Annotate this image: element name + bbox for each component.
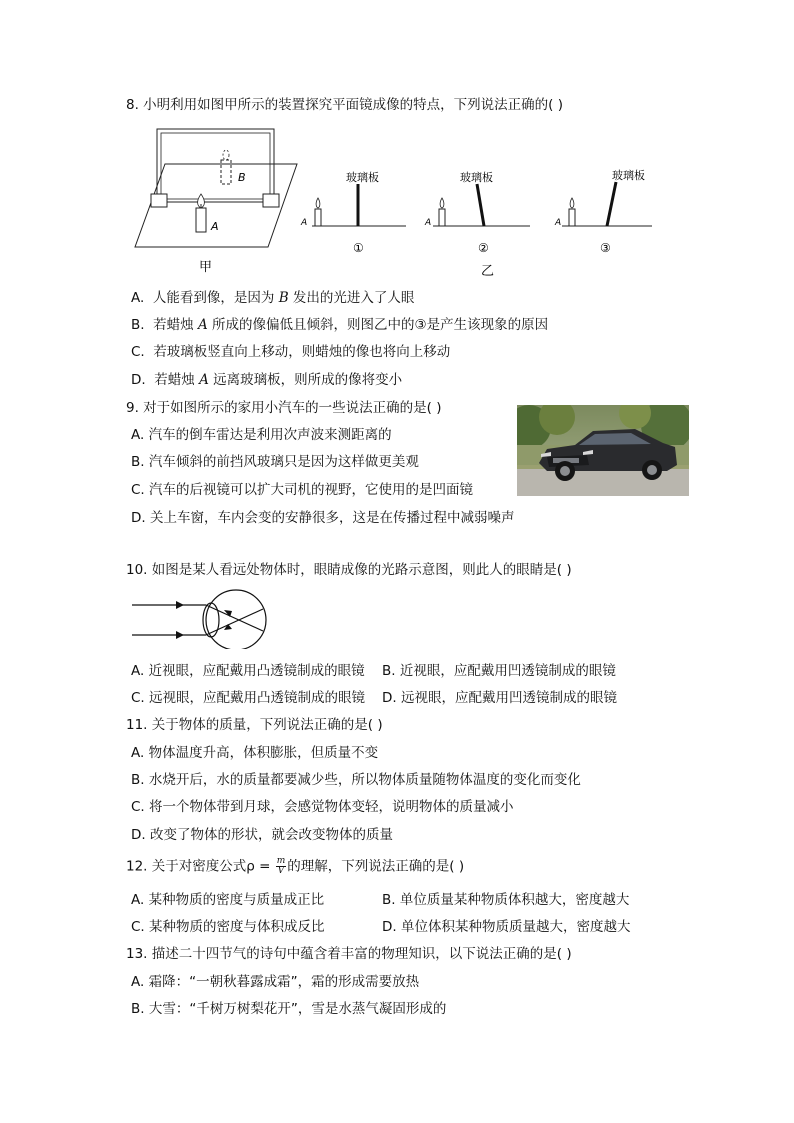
candle-a-label: A: [211, 220, 219, 233]
q11-option-b: B. 水烧开后，水的质量都要减少些，所以物体质量随物体温度的变化而变化: [131, 772, 581, 788]
panel1-glass-label: 玻璃板: [346, 171, 379, 184]
q12-option-c: C. 某种物质的密度与体积成反比: [131, 919, 325, 935]
q9-option-d: D. 关上车窗，车内会变的安静很多，这是在传播过程中减弱噪声: [131, 510, 515, 526]
q9-stem: 9. 对于如图所示的家用小汽车的一些说法正确的是( ): [126, 400, 442, 416]
q11-option-c: C. 将一个物体带到月球，会感觉物体变轻，说明物体的质量减小: [131, 799, 514, 815]
q13-option-b: B. 大雪：“千树万树梨花开”，雪是水蒸气凝固形成的: [131, 1001, 447, 1017]
q8-option-a: A. 人能看到像，是因为 B 发出的光进入了人眼: [131, 290, 415, 306]
q8-option-d: D. 若蜡烛 A 远离玻璃板，则所成的像将变小: [131, 372, 403, 388]
panel2-candle-label: A: [425, 218, 432, 228]
q10-stem: 10. 如图是某人看远处物体时，眼睛成像的光路示意图，则此人的眼睛是( ): [126, 562, 572, 578]
q10-eye-diagram: [128, 587, 273, 649]
panel2-number: ②: [478, 241, 489, 255]
q10-option-d: D. 远视眼，应配戴用凹透镜制成的眼镜: [382, 690, 617, 706]
panel3-number: ③: [600, 241, 611, 255]
q12-stem: 12. 关于对密度公式ρ = $\frac{m}{V}$ 的理解，下列说法正确的是( ): [126, 856, 465, 876]
panel2-glass-label: 玻璃板: [460, 171, 493, 184]
q11-option-a: A. 物体温度升高，体积膨胀，但质量不变: [131, 745, 379, 761]
q9-option-c: C. 汽车的后视镜可以扩大司机的视野，它使用的是凹面镜: [131, 482, 474, 498]
q12-option-b: B. 单位质量某种物质体积越大，密度越大: [382, 892, 630, 908]
density-formula-fraction: $\frac{m}{V}$: [276, 856, 286, 876]
q9-option-b: B. 汽车倾斜的前挡风玻璃只是因为这样做更美观: [131, 454, 419, 470]
q13-option-a: A. 霜降：“一朝秋暮露成霜”，霜的形成需要放热: [131, 974, 420, 990]
q8-option-c: C. 若玻璃板竖直向上移动，则蜡烛的像也将向上移动: [131, 344, 451, 360]
figure-jia-caption: 甲: [199, 260, 213, 275]
candle-b-label: B: [238, 171, 246, 184]
q10-option-c: C. 远视眼，应配戴用凸透镜制成的眼镜: [131, 690, 366, 706]
q8-figure-jia: [130, 124, 308, 276]
q12-option-d: D. 单位体积某种物质质量越大，密度越大: [382, 919, 631, 935]
q12-option-a: A. 某种物质的密度与质量成正比: [131, 892, 325, 908]
q11-stem: 11. 关于物体的质量，下列说法正确的是( ): [126, 717, 383, 733]
q11-option-d: D. 改变了物体的形状，就会改变物体的质量: [131, 827, 393, 843]
figure-yi-caption: 乙: [481, 264, 495, 279]
panel1-number: ①: [353, 241, 364, 255]
car-photo: [517, 405, 689, 496]
panel3-glass-label: 玻璃板: [612, 169, 645, 182]
q9-option-a: A. 汽车的倒车雷达是利用次声波来测距离的: [131, 427, 392, 443]
q8-figure-yi: [298, 162, 658, 280]
panel3-candle-label: A: [555, 218, 562, 228]
q10-option-b: B. 近视眼，应配戴用凹透镜制成的眼镜: [382, 663, 616, 679]
q10-option-a: A. 近视眼，应配戴用凸透镜制成的眼镜: [131, 663, 365, 679]
q13-stem: 13. 描述二十四节气的诗句中蕴含着丰富的物理知识，以下说法正确的是( ): [126, 946, 572, 962]
q8-option-b: B. 若蜡烛 A 所成的像偏低且倾斜，则图乙中的③是产生该现象的原因: [131, 317, 549, 333]
panel1-candle-label: A: [301, 218, 308, 228]
q8-stem: 8. 小明利用如图甲所示的装置探究平面镜成像的特点，下列说法正确的( ): [126, 97, 563, 113]
